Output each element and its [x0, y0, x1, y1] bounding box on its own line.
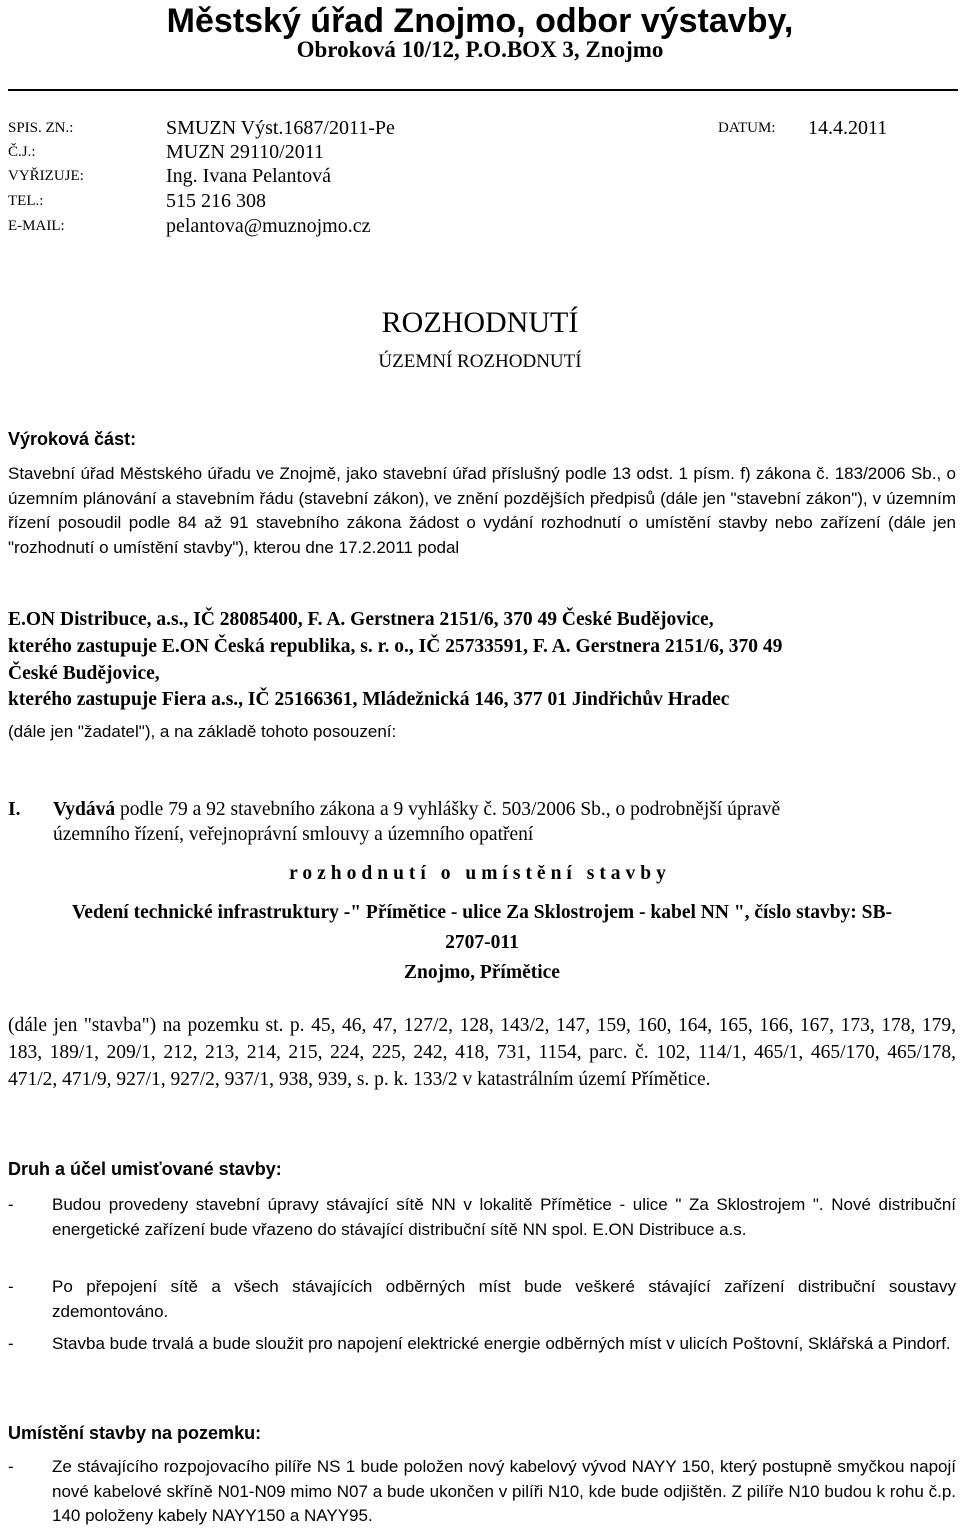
list-dash: - [8, 1457, 14, 1476]
list-item-text: Stavba bude trvalá a bude sloužit pro napojení elektrické energie odběrných míst v ulicích Poštovní, Sklářská a Pindorf. [52, 1334, 951, 1353]
list-item-text: Ze stávajícího rozpojovacího pilíře NS 1 bude položen nový kabelový vývod NAYY 150, který postupně smyčkou napojí nové kabelové skříně N01-N09 mimo N07 a bude ukončen v pilíři N10, kde bude odjištěn. Z pilíře N10 budou k rohu č.p. 140 položeny kabely NAYY150 a NAYY95. [52, 1457, 956, 1525]
list-dash: - [8, 1277, 14, 1296]
spis-label: SPIS. ZN.: [8, 120, 74, 136]
purpose-heading: Druh a účel umisťované stavby: [8, 1159, 282, 1179]
construction-line-1: Vedení technické infrastruktury -" Přímětice - ulice Za Sklostrojem - kabel NN ", číslo stavby: SB- [72, 902, 892, 923]
datum-label: DATUM: [718, 120, 776, 136]
vyrizuje-label: VYŘIZUJE: [8, 168, 84, 184]
tel-value: 515 216 308 [166, 190, 266, 212]
email-value: pelantova@muznojmo.cz [166, 215, 371, 237]
list-item-text: Po přepojení sítě a všech stávajících odběrných míst bude veškeré stávající zařízení distribuční soustavy zdemontováno. [52, 1277, 956, 1321]
datum-value: 14.4.2011 [808, 117, 888, 139]
construction-title [8, 898, 956, 988]
operative-heading: Výroková část: [8, 429, 137, 449]
spis-value: SMUZN Výst.1687/2011-Pe [166, 117, 395, 139]
applicant-note: (dále jen "žadatel"), a na základě tohoto posouzení: [8, 722, 397, 741]
decision-spaced-title: rozhodnutí o umístění stavby [289, 863, 671, 884]
construction-line-2: 2707-011 [445, 932, 519, 953]
parcels-paragraph: (dále jen "stavba") na pozemku st. p. 45, 46, 47, 127/2, 128, 143/2, 147, 159, 160, 164, 165, 166, 167, 173, 178, 179, 183, 189/1, 209/1, 212, 213, 214, 215, 224, 225, 242, 418, 731, 1154, parc. č. 102, 114/1, 465/1, 465/170, 465/178, 471/2, 471/9, 927/1, 927/2, 937/1, 938, 939, s. p. k. 133/2 v katastrálním území Přímětice. [8, 1015, 956, 1090]
cj-value: MUZN 29110/2011 [166, 141, 324, 163]
item-line-1 [53, 796, 953, 823]
decision-title: ROZHODNUTÍ [381, 306, 579, 339]
item-line-1-rest: podle 79 a 92 stavebního zákona a 9 vyhlášky č. 503/2006 Sb., o podrobnější úpravě [115, 799, 781, 820]
item-number: I. [8, 799, 21, 820]
cj-label: Č.J.: [8, 144, 36, 160]
list-dash: - [8, 1334, 14, 1353]
office-title: Městský úřad Znojmo, odbor výstavby, [166, 2, 794, 40]
item-line-2: územního řízení, veřejnoprávní smlouvy a územního opatření [53, 824, 534, 845]
tel-label: TEL.: [8, 193, 44, 209]
list-item-text: Budou provedeny stavební úpravy stávající sítě NN v lokalitě Přímětice - ulice " Za Sklostrojem ". Nové distribuční energetické zařízení bude vřazeno do stávající distribuční sítě NN spol. E.ON Distribuce a.s. [52, 1195, 956, 1239]
vyrizuje-value: Ing. Ivana Pelantová [166, 165, 331, 187]
applicant-line-4: kterého zastupuje Fiera a.s., IČ 25166361, Mládežnická 146, 377 01 Jindřichův Hradec [8, 689, 730, 710]
applicant-line-2: kterého zastupuje E.ON Česká republika, s. r. o., IČ 25733591, F. A. Gerstnera 2151/6, 370 49 [8, 636, 783, 657]
list-dash: - [8, 1195, 14, 1214]
operative-intro: Stavební úřad Městského úřadu ve Znojmě, jako stavební úřad příslušný podle 13 odst. 1 písm. f) zákona č. 183/2006 Sb., o územním plánování a stavebním řádu (stavební zákon), ve znění pozdějších předpisů (dále jen "stavební zákon"), v územním řízení posoudil podle 84 až 91 stavebního zákona žádost o vydání rozhodnutí o umístění stavby nebo zařízení (dále jen "rozhodnutí o umístění stavby"), kterou dne 17.2.2011 podal [8, 464, 956, 557]
construction-line-3: Znojmo, Přímětice [404, 962, 560, 983]
item-verb: Vydává [53, 799, 116, 820]
email-label: E-MAIL: [8, 218, 65, 234]
applicant-line-1: E.ON Distribuce, a.s., IČ 28085400, F. A. Gerstnera 2151/6, 370 49 České Budějovice, [8, 609, 714, 630]
applicant-line-3: České Budějovice, [8, 663, 160, 684]
placement-heading: Umístění stavby na pozemku: [8, 1423, 262, 1443]
office-address: Obroková 10/12, P.O.BOX 3, Znojmo [296, 37, 664, 62]
header-divider [8, 89, 958, 91]
decision-subtitle: ÚZEMNÍ ROZHODNUTÍ [378, 351, 582, 372]
